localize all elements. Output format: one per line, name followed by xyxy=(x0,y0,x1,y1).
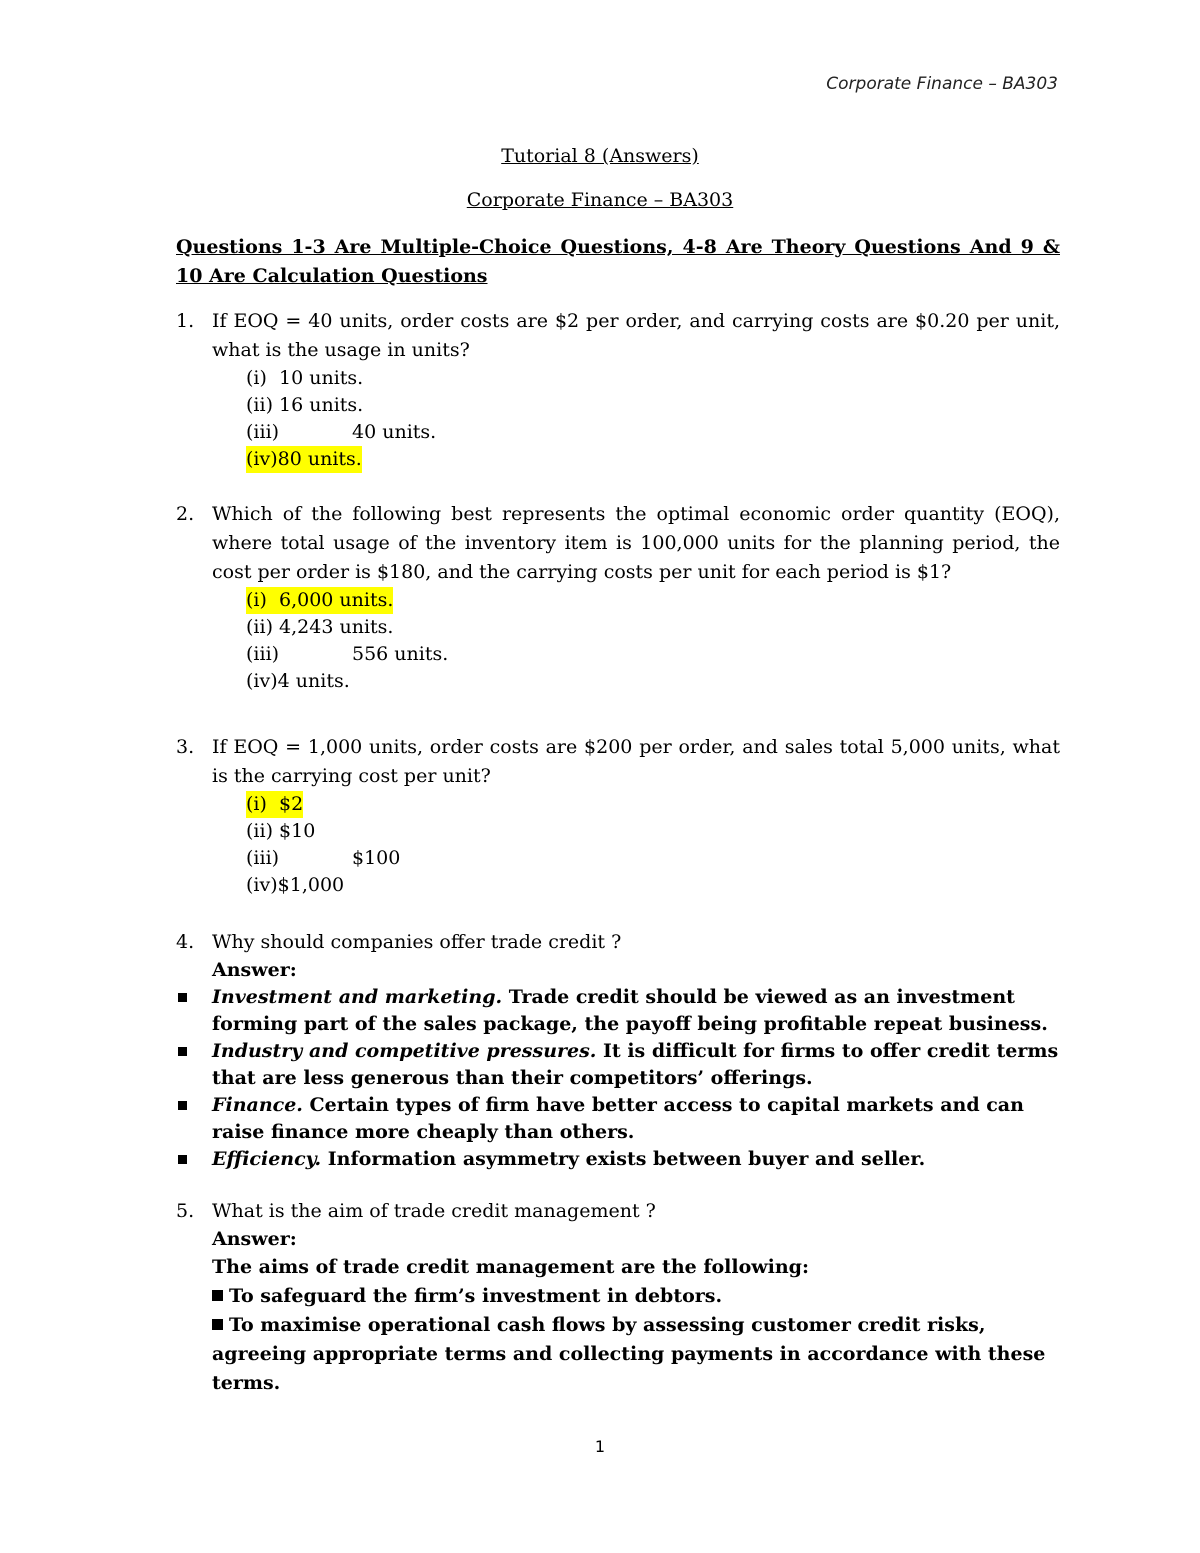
option-label: (i) xyxy=(246,367,267,389)
option-iv xyxy=(246,668,1060,695)
list-item xyxy=(176,1092,1060,1146)
option-text: 80 units. xyxy=(277,448,362,470)
bullet-term: Finance. xyxy=(212,1094,303,1116)
option-ii xyxy=(246,392,1060,419)
option-text: 10 units. xyxy=(279,367,364,389)
option-iv xyxy=(246,872,1060,899)
option-text: 556 units. xyxy=(352,643,449,665)
question-number: 1. xyxy=(176,310,195,332)
answer-highlight xyxy=(246,446,362,473)
question-number: 4. xyxy=(176,931,195,953)
page-number: 1 xyxy=(594,1437,606,1456)
option-i xyxy=(246,365,1060,392)
aim-item xyxy=(212,1282,1060,1311)
answer-heading: Answer: xyxy=(212,959,297,981)
answer-heading: Answer: xyxy=(212,1228,297,1250)
option-label: (iii) xyxy=(246,643,280,665)
option-label: (iv) xyxy=(246,448,278,470)
question-text: If EOQ = 1,000 units, order costs are $200 per order, and sales total 5,000 units, what is the carrying cost per unit? xyxy=(212,736,1060,787)
option-label: (iii) xyxy=(246,421,280,443)
option-text: $10 xyxy=(279,820,316,842)
option-label: (iv) xyxy=(246,670,278,692)
running-header: Corporate Finance – BA303 xyxy=(826,74,1058,94)
option-label: (i) xyxy=(246,589,267,611)
option-iii xyxy=(246,845,1060,872)
answer-highlight xyxy=(246,587,393,614)
bullet-text: Information asymmetry exists between buyer and seller. xyxy=(327,1148,926,1170)
option-iii xyxy=(246,419,1060,446)
option-text: $1,000 xyxy=(277,874,345,896)
square-bullet-icon xyxy=(212,1290,223,1301)
option-ii xyxy=(246,614,1060,641)
option-i-correct xyxy=(246,791,1060,818)
question-text: What is the aim of trade credit management ? xyxy=(212,1200,656,1222)
question-text: If EOQ = 40 units, order costs are $2 per order, and carrying costs are $0.20 per unit, what is the usage in units? xyxy=(212,310,1060,361)
bullet-term: Efficiency. xyxy=(212,1148,322,1170)
question-1 xyxy=(176,307,1060,473)
question-text: Why should companies offer trade credit ? xyxy=(212,931,622,953)
question-number: 2. xyxy=(176,503,195,525)
question-number: 3. xyxy=(176,736,195,758)
square-bullet-icon xyxy=(178,1155,187,1164)
question-2 xyxy=(176,500,1060,695)
bullet-text: It is difficult for firms to offer credit terms that are less generous than their competitors’ offerings. xyxy=(212,1040,1059,1089)
square-bullet-icon xyxy=(178,993,187,1002)
list-item xyxy=(176,984,1060,1038)
instructions: Questions 1-3 Are Multiple-Choice Questions, 4-8 Are Theory Questions And 9 & 10 Are Calculation Questions xyxy=(176,236,1060,287)
option-label: (ii) xyxy=(246,820,273,842)
option-text: 4,243 units. xyxy=(279,616,394,638)
option-label: (iii) xyxy=(246,847,280,869)
aim-item xyxy=(212,1311,1060,1398)
option-ii xyxy=(246,818,1060,845)
option-text: $2 xyxy=(279,793,304,815)
option-label: (ii) xyxy=(246,616,273,638)
document-title: Tutorial 8 (Answers) xyxy=(501,145,699,167)
option-label: (ii) xyxy=(246,394,273,416)
bullet-term: Industry and competitive pressures. xyxy=(212,1040,597,1062)
answer-highlight xyxy=(246,791,303,818)
option-text: 4 units. xyxy=(277,670,350,692)
aim-text: To maximise operational cash flows by assessing customer credit risks, agreeing appropriate terms and collecting payments in accordance with these terms. xyxy=(212,1314,1046,1394)
option-text: $100 xyxy=(352,847,401,869)
answer-intro: The aims of trade credit management are the following: xyxy=(212,1256,809,1278)
bullet-text: Certain types of firm have better access to capital markets and can raise finance more cheaply than others. xyxy=(212,1094,1024,1143)
question-4 xyxy=(176,928,1060,1173)
answer-bullet-list xyxy=(176,984,1060,1173)
square-bullet-icon xyxy=(178,1047,187,1056)
option-iii xyxy=(246,641,1060,668)
question-text: Which of the following best represents the optimal economic order quantity (EOQ), where total usage of the inventory item is 100,000 units for the planning period, the cost per order is $180, and the carrying costs per unit for each period is $1? xyxy=(212,503,1060,583)
question-5 xyxy=(176,1197,1060,1398)
option-text: 16 units. xyxy=(279,394,364,416)
option-label: (i) xyxy=(246,793,267,815)
question-number: 5. xyxy=(176,1200,195,1222)
square-bullet-icon xyxy=(212,1319,223,1330)
option-label: (iv) xyxy=(246,874,278,896)
option-text: 6,000 units. xyxy=(279,589,394,611)
list-item xyxy=(176,1146,1060,1173)
document-subtitle: Corporate Finance – BA303 xyxy=(466,189,734,211)
option-iv-correct xyxy=(246,446,1060,473)
bullet-term: Investment and marketing. xyxy=(212,986,503,1008)
question-3 xyxy=(176,733,1060,899)
square-bullet-icon xyxy=(178,1101,187,1110)
option-i-correct xyxy=(246,587,1060,614)
bullet-text: Trade credit should be viewed as an investment forming part of the sales package, the payoff being profitable repeat business. xyxy=(212,986,1048,1035)
list-item xyxy=(176,1038,1060,1092)
aim-text: To safeguard the firm’s investment in debtors. xyxy=(229,1285,723,1307)
option-text: 40 units. xyxy=(352,421,437,443)
